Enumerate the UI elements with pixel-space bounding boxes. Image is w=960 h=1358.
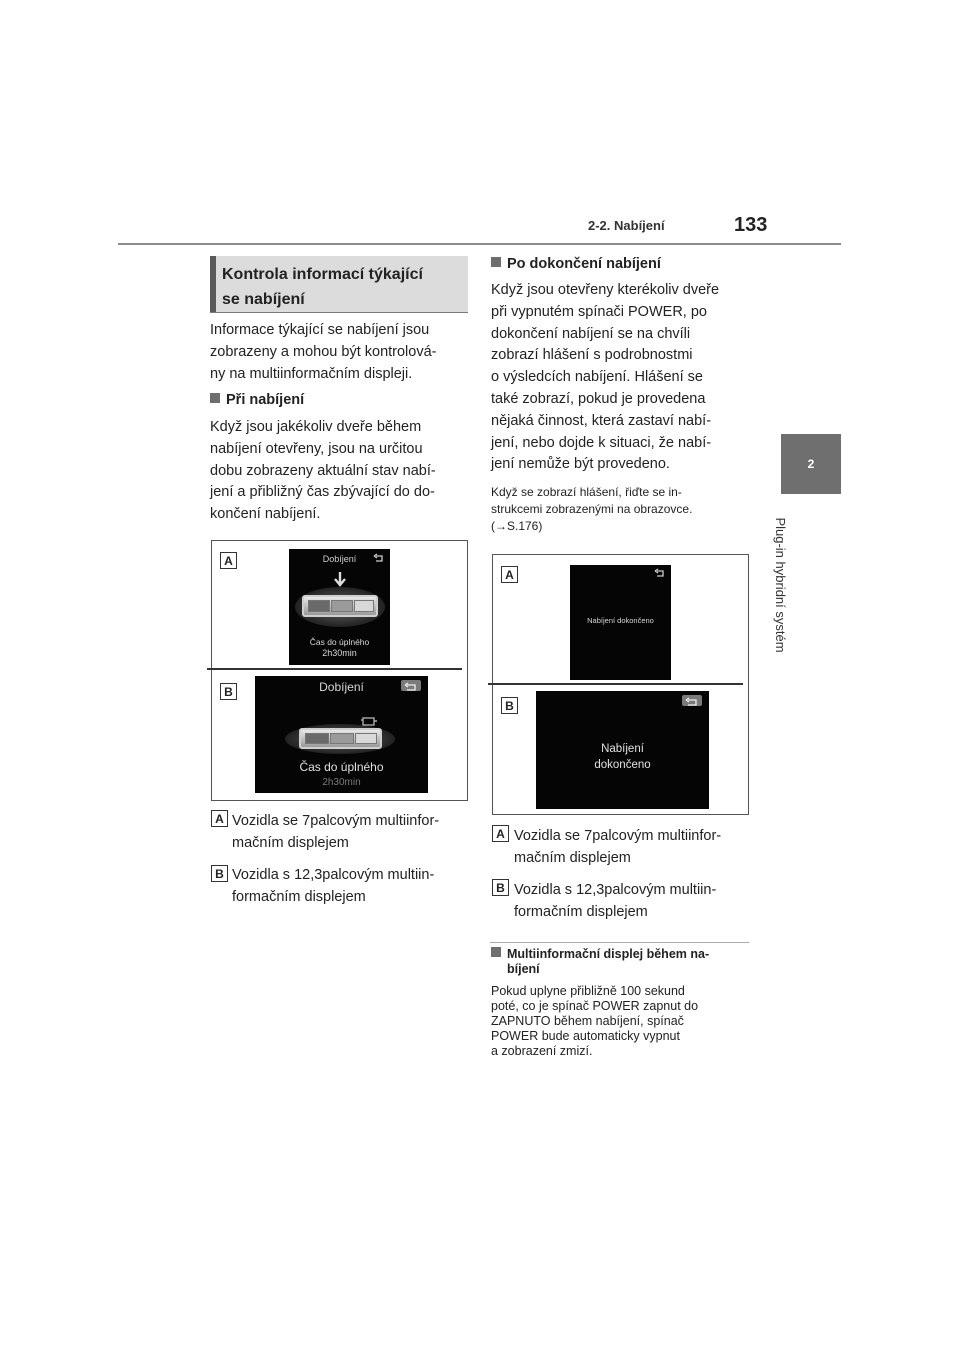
text-line: jení, nebo dojde k situaci, že nabí- [491, 434, 712, 451]
subheading-text: Po dokončení nabíjení [507, 256, 661, 272]
back-arrow-icon [373, 553, 385, 563]
text-line: Informace týkající se nabíjení jsou [210, 322, 430, 338]
text-line: zobrazeny a mohou být kontrolová- [210, 343, 437, 360]
battery-segment [305, 733, 329, 744]
text-line: o výsledcích nabíjení. Hlášení se [491, 369, 703, 386]
figure-label-b: B [220, 683, 237, 700]
caption-label-a: A [211, 810, 228, 827]
time-label: Čas do úplného [309, 637, 370, 647]
page-number: 133 [734, 214, 768, 236]
caption-label-b: B [211, 865, 228, 882]
back-button [401, 680, 421, 691]
screen-12inch-charging [255, 676, 428, 793]
section-header: 2-2. Nabíjení [588, 218, 665, 233]
text-line: strukcemi zobrazenými na obrazovce. [491, 502, 693, 516]
battery-segment [354, 600, 374, 612]
back-button [682, 695, 702, 706]
text-line: dobu zobrazeny aktuální stav nabí- [210, 462, 436, 479]
message-line: Nabíjení [601, 743, 644, 755]
battery-segment [308, 600, 330, 612]
text-line: poté, co je spínač POWER zapnut do [491, 999, 699, 1013]
charging-display-figure [211, 540, 468, 801]
section-title-line: se nabíjení [222, 291, 305, 308]
screen-7inch-charging [289, 549, 390, 665]
figure-label-a: A [220, 552, 237, 569]
note-body [491, 984, 756, 1059]
time-label: Čas do úplného [299, 760, 384, 774]
note-rule [490, 942, 749, 943]
section-title-rule [210, 312, 468, 313]
text-line: končení nabíjení. [210, 506, 321, 523]
caption-line: formačním displejem [232, 889, 366, 905]
text-line: jení nemůže být provedeno. [491, 456, 670, 473]
battery-icon [302, 595, 378, 617]
back-arrow-icon [654, 568, 666, 578]
screen-12inch-complete [536, 691, 709, 809]
caption-label-b: B [492, 879, 509, 896]
down-arrow-icon [333, 571, 347, 587]
figure-divider [488, 683, 743, 685]
completion-message: Nabíjení dokončeno [587, 616, 654, 625]
caption-line: mačním displejem [232, 835, 349, 851]
text-line: a zobrazení zmizí. [491, 1044, 593, 1058]
section-title-line: Kontrola informací týkající [222, 266, 423, 283]
time-value: 2h30min [322, 777, 361, 788]
chapter-label: Plug-in hybridní systém [773, 517, 788, 653]
intro-paragraph [210, 320, 470, 385]
text-line: jení a přibližný čas zbývající do do- [210, 484, 435, 501]
square-bullet-icon [491, 257, 501, 267]
caption-line: mačním displejem [514, 850, 631, 866]
screen-7inch-complete [570, 565, 671, 680]
subheading-charging [210, 392, 304, 408]
text-line: bíjení [507, 962, 540, 976]
instruction-note [491, 484, 756, 535]
text-line: ZAPNUTO během nabíjení, spínač [491, 1014, 684, 1028]
caption-line: Vozidla s 12,3palcovým multiin- [232, 867, 435, 883]
battery-segment [355, 733, 377, 744]
caption-line: Vozidla s 12,3palcovým multiin- [514, 882, 717, 898]
caption-b [514, 879, 754, 923]
battery-icon [299, 728, 382, 749]
section-title [222, 262, 462, 312]
caption-label-a: A [492, 825, 509, 842]
figure-label-b: B [501, 697, 518, 714]
caption-line: Vozidla se 7palcovým multiinfor- [232, 813, 440, 829]
back-arrow-icon [401, 682, 421, 693]
figure-label-a: A [501, 566, 518, 583]
time-value: 2h30min [322, 648, 357, 658]
completion-message [536, 741, 709, 773]
battery-segment [331, 600, 353, 612]
after-charging-paragraph [491, 280, 756, 476]
charging-paragraph [210, 417, 470, 526]
text-line: Pokud uplyne přibližně 100 sekund [491, 984, 685, 998]
battery-segment [330, 733, 354, 744]
square-bullet-icon [491, 947, 501, 957]
text-line: Když jsou jakékoliv dveře během [210, 419, 422, 435]
text-line: nabíjení otevřeny, jsou na určitou [210, 440, 423, 457]
text-line: při vypnutém spínači POWER, po [491, 303, 707, 320]
back-arrow-icon [682, 697, 702, 708]
page-reference[interactable]: (→S.176) [491, 519, 543, 533]
caption-a [232, 810, 472, 854]
text-line: ny na multiinformačním displeji. [210, 365, 413, 382]
text-line: také zobrazí, pokud je provedena [491, 390, 706, 407]
text-line: nějaká činnost, která zastaví nabí- [491, 412, 712, 429]
text-line: Multiinformační displej během na- [507, 947, 710, 961]
subheading-after-charging [491, 256, 661, 272]
message-line: dokončeno [594, 759, 651, 771]
note-title [491, 947, 756, 977]
text-line: dokončení nabíjení se na chvíli [491, 325, 691, 342]
chapter-tab: 2 [781, 434, 841, 494]
square-bullet-icon [210, 393, 220, 403]
text-line: Když se zobrazí hlášení, řiďte se in- [491, 485, 682, 499]
caption-b [232, 864, 472, 908]
figure-divider [207, 668, 462, 670]
screen-title: Dobíjení [319, 680, 364, 694]
text-line: Když jsou otevřeny kterékoliv dveře [491, 282, 720, 298]
subheading-text: Při nabíjení [226, 392, 305, 408]
caption-a [514, 825, 754, 869]
screen-title: Dobíjení [322, 554, 357, 564]
text-line: zobrazí hlášení s podrobnostmi [491, 347, 693, 364]
caption-line: Vozidla se 7palcovým multiinfor- [514, 828, 722, 844]
text-line: POWER bude automaticky vypnut [491, 1029, 680, 1043]
caption-line: formačním displejem [514, 904, 648, 920]
header-rule [118, 243, 841, 245]
completion-display-figure [492, 554, 749, 815]
